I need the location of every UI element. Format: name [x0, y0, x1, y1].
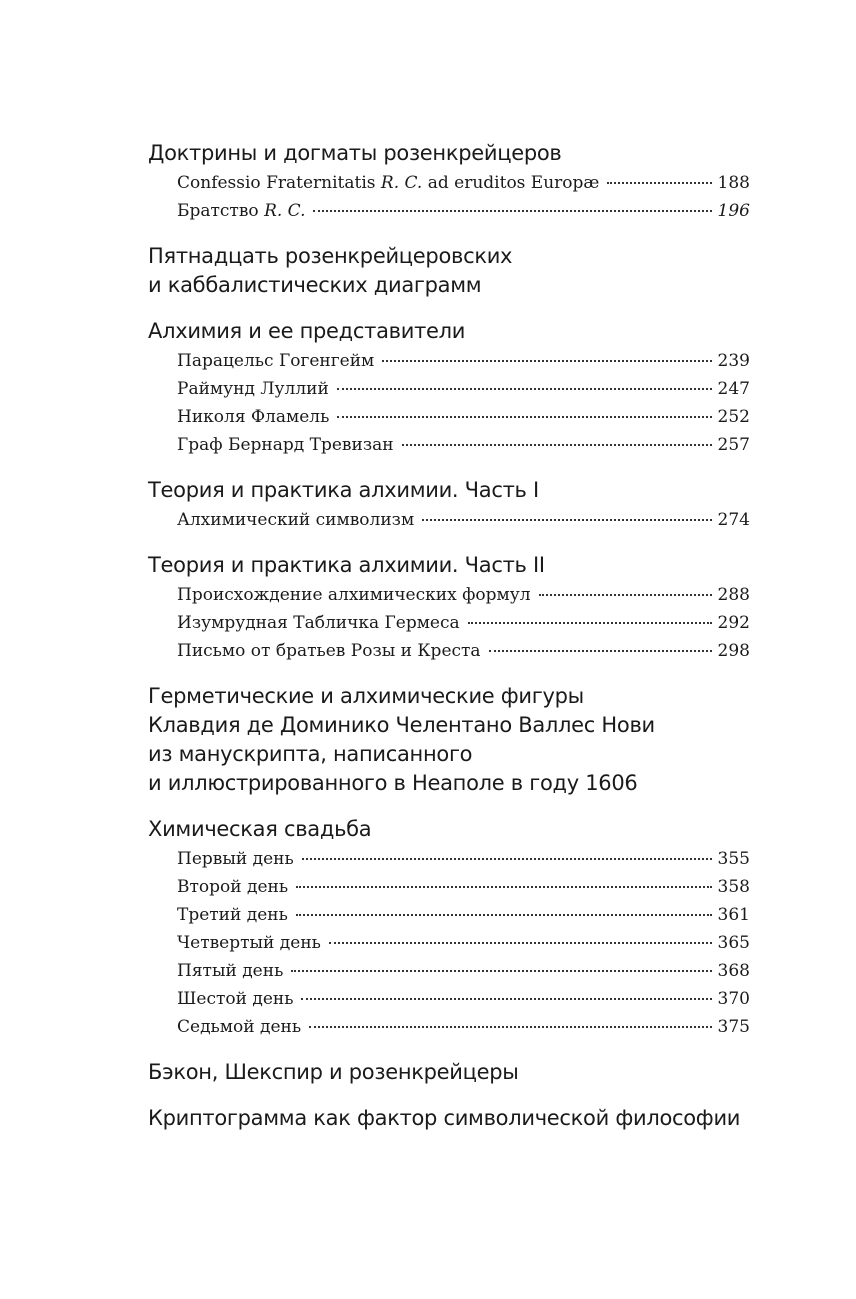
entry-title-text: Николя Фламель	[177, 407, 330, 427]
section-heading[interactable]	[148, 551, 750, 580]
section-heading-line: Клавдия де Доминико Челентано Валлес Нови	[148, 713, 655, 737]
entry-title-text: Изумрудная Табличка Гермеса	[177, 613, 460, 633]
toc-entry[interactable]	[148, 197, 750, 225]
entry-title	[177, 347, 374, 375]
toc-entry[interactable]	[148, 609, 750, 637]
page-number: 355	[717, 849, 750, 869]
page-number: 239	[717, 351, 750, 371]
dot-leader	[309, 1025, 711, 1028]
toc-entry[interactable]	[148, 403, 750, 431]
section-heading-line: Теория и практика алхимии. Часть I	[148, 478, 539, 502]
dot-leader	[468, 621, 712, 624]
section-heading-line: Алхимия и ее представители	[148, 319, 466, 343]
page-number: 252	[717, 407, 750, 427]
toc-entry[interactable]	[148, 581, 750, 609]
page-number: 365	[717, 933, 750, 953]
page-number: 196	[717, 201, 750, 221]
toc-entry[interactable]	[148, 347, 750, 375]
entry-list	[148, 845, 750, 1041]
page-number: 257	[717, 435, 750, 455]
entry-title-text: Первый день	[177, 849, 294, 869]
entry-title-italic: R. C.	[264, 201, 306, 221]
toc-entry[interactable]	[148, 957, 750, 985]
entry-title	[177, 609, 460, 637]
toc-entry[interactable]	[148, 506, 750, 534]
page-number: 292	[717, 613, 750, 633]
entry-title-text: Confessio Fraternitatis	[177, 173, 381, 193]
toc-section	[148, 476, 750, 534]
entry-title	[177, 431, 394, 459]
page-number: 358	[717, 877, 750, 897]
entry-title-text: Четвертый день	[177, 933, 321, 953]
dot-leader	[301, 997, 711, 1000]
toc-section	[148, 317, 750, 459]
entry-title	[177, 957, 283, 985]
toc-entry[interactable]	[148, 845, 750, 873]
dot-leader	[313, 209, 711, 212]
entry-title-text: Алхимический символизм	[177, 510, 415, 530]
entry-title	[177, 1013, 301, 1041]
entry-title	[177, 637, 481, 665]
dot-leader	[489, 649, 712, 652]
toc-section	[148, 1058, 750, 1087]
section-heading-line: из манускрипта, написанного	[148, 742, 473, 766]
entry-list	[148, 581, 750, 665]
section-heading[interactable]	[148, 1104, 750, 1133]
entry-list	[148, 506, 750, 534]
section-heading[interactable]	[148, 317, 750, 346]
section-heading-line: и каббалистических диаграмм	[148, 273, 482, 297]
entry-title-text: Граф Бернард Тревизан	[177, 435, 394, 455]
entry-title	[177, 197, 305, 225]
dot-leader	[302, 857, 712, 860]
page-number: 370	[717, 989, 750, 1009]
page-number: 375	[717, 1017, 750, 1037]
dot-leader	[607, 181, 711, 184]
toc-section	[148, 1104, 750, 1133]
dot-leader	[402, 443, 712, 446]
entry-title-text: Седьмой день	[177, 1017, 302, 1037]
entry-title	[177, 581, 531, 609]
dot-leader	[382, 359, 711, 362]
entry-title-text: Раймунд Луллий	[177, 379, 329, 399]
section-heading[interactable]	[148, 682, 750, 798]
toc-section	[148, 139, 750, 225]
entry-title-text: Второй день	[177, 877, 289, 897]
dot-leader	[422, 518, 711, 521]
toc-entry[interactable]	[148, 873, 750, 901]
entry-title-text: Происхождение алхимических формул	[177, 585, 531, 605]
section-heading-line: Доктрины и догматы розенкрейцеров	[148, 141, 562, 165]
entry-title-italic: R. C.	[380, 173, 423, 193]
entry-title	[177, 873, 288, 901]
dot-leader	[296, 885, 711, 888]
entry-title	[177, 375, 329, 403]
toc-entry[interactable]	[148, 929, 750, 957]
section-heading-line: Теория и практика алхимии. Часть II	[148, 553, 545, 577]
entry-title-text: Третий день	[177, 905, 288, 925]
section-heading[interactable]	[148, 242, 750, 300]
entry-title	[177, 901, 288, 929]
dot-leader	[539, 593, 712, 596]
section-heading-line: Пятнадцать розенкрейцеровских	[148, 244, 513, 268]
dot-leader	[291, 969, 711, 972]
section-heading[interactable]	[148, 476, 750, 505]
entry-title	[177, 845, 294, 873]
section-heading-line: Герметические и алхимические фигуры	[148, 684, 584, 708]
dot-leader	[337, 415, 711, 418]
toc-section	[148, 242, 750, 300]
entry-title-text: Пятый день	[177, 961, 284, 981]
toc-entry[interactable]	[148, 169, 750, 197]
toc-entry[interactable]	[148, 431, 750, 459]
entry-title	[177, 506, 414, 534]
toc-entry[interactable]	[148, 637, 750, 665]
entry-title-text: Письмо от братьев Розы и Креста	[177, 641, 481, 661]
entry-title	[177, 929, 321, 957]
entry-title-text: Братство	[177, 201, 265, 221]
toc-entry[interactable]	[148, 375, 750, 403]
dot-leader	[329, 941, 712, 944]
page-number: 188	[717, 173, 750, 193]
toc-entry[interactable]	[148, 1013, 750, 1041]
table-of-contents	[148, 139, 750, 1133]
page-number: 361	[717, 905, 750, 925]
toc-section	[148, 815, 750, 1041]
entry-list	[148, 347, 750, 459]
section-heading[interactable]	[148, 1058, 750, 1087]
entry-title-text: Шестой день	[177, 989, 294, 1009]
dot-leader	[296, 913, 712, 916]
toc-section	[148, 551, 750, 665]
entry-title-suffix: ad eruditos Europæ	[422, 173, 600, 193]
page-number: 288	[717, 585, 750, 605]
page-number: 368	[717, 961, 750, 981]
entry-title	[177, 403, 329, 431]
entry-title-text: Парацельс Гогенгейм	[177, 351, 375, 371]
page-number: 298	[717, 641, 750, 661]
toc-section	[148, 682, 750, 798]
toc-entry[interactable]	[148, 901, 750, 929]
dot-leader	[337, 387, 712, 390]
section-heading-line: Химическая свадьба	[148, 817, 372, 841]
entry-list	[148, 169, 750, 225]
section-heading-line: и иллюстрированного в Неаполе в году 1606	[148, 771, 638, 795]
section-heading-line: Бэкон, Шекспир и розенкрейцеры	[148, 1060, 519, 1084]
entry-title	[177, 169, 599, 197]
page-number: 247	[717, 379, 750, 399]
section-heading-line: Криптограмма как фактор символической философии	[148, 1106, 741, 1130]
toc-entry[interactable]	[148, 985, 750, 1013]
page-number: 274	[717, 510, 750, 530]
entry-title	[177, 985, 293, 1013]
section-heading[interactable]	[148, 139, 750, 168]
section-heading[interactable]	[148, 815, 750, 844]
